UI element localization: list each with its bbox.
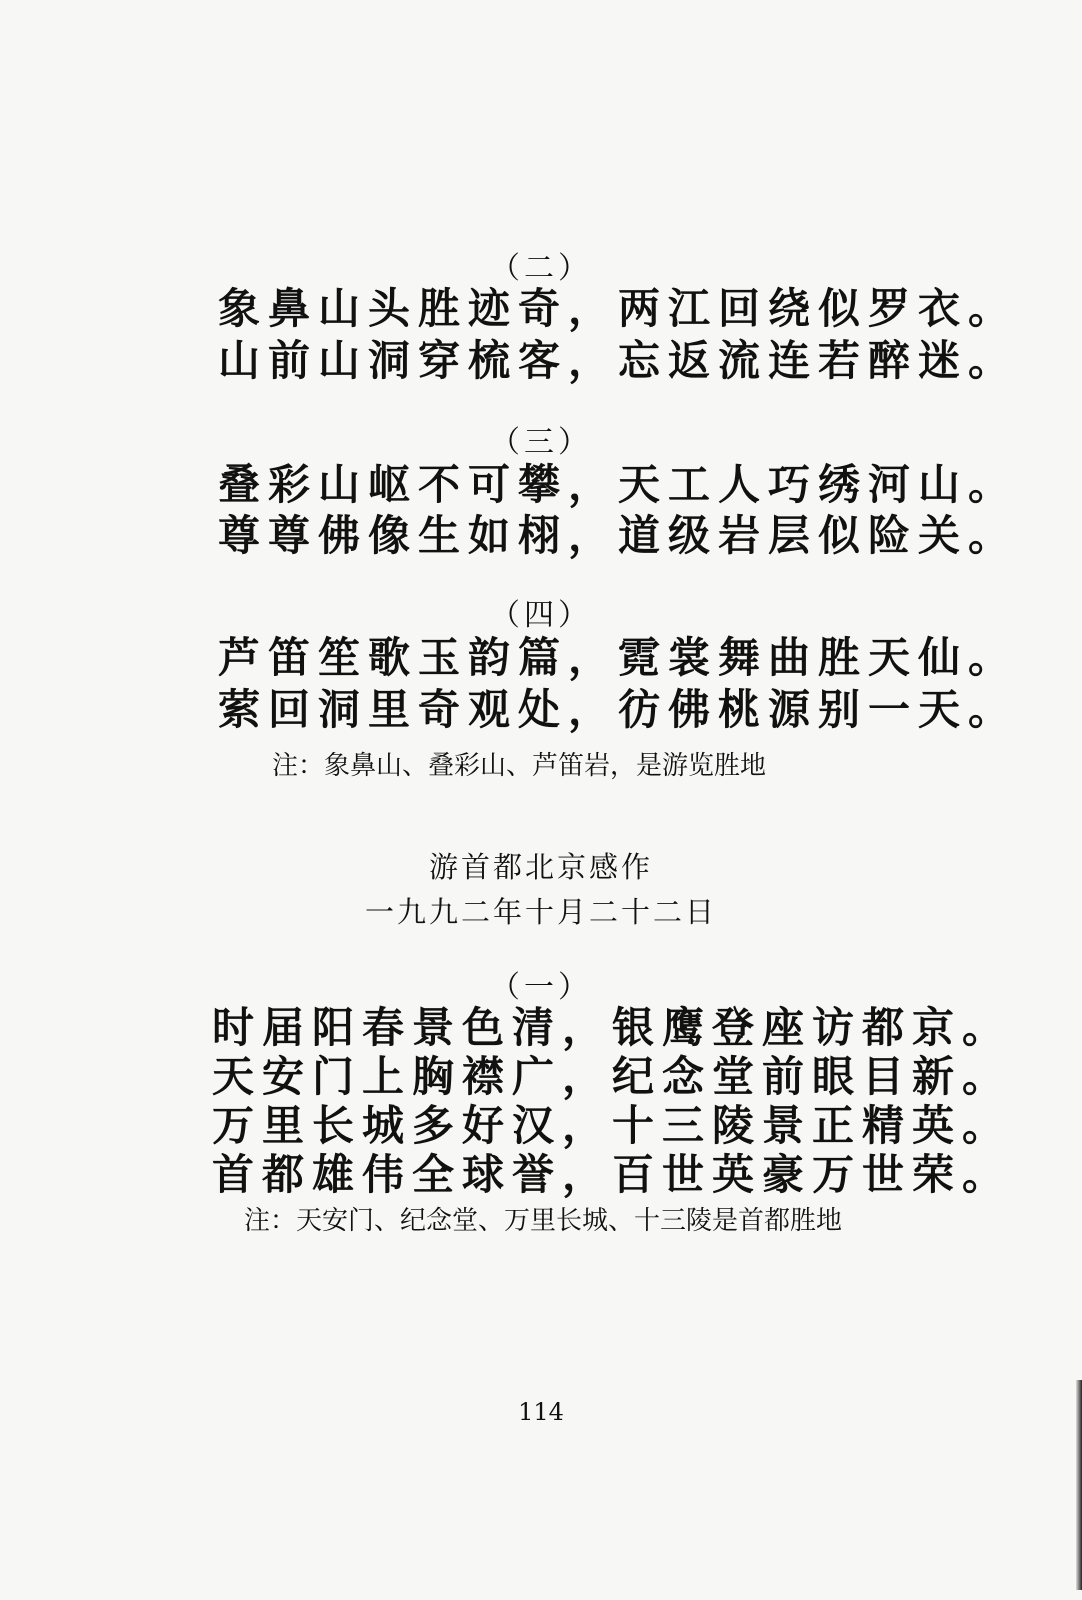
poem-line: 萦回洞里奇观处，彷佛桃源别一天。	[218, 685, 1019, 734]
page-edge-shadow	[1076, 1380, 1082, 1590]
section-number: （三）	[490, 425, 592, 460]
section-number: （二）	[490, 251, 592, 286]
poem-line: 首都雄伟全球誉，百世英豪万世荣。	[212, 1150, 1013, 1199]
footnote: 注：象鼻山、叠彩山、芦笛岩，是游览胜地	[272, 751, 767, 781]
poem-line: 天安门上胸襟广，纪念堂前眼目新。	[212, 1052, 1013, 1101]
poem-line: 尊尊佛像生如栩，道级岩层似险关。	[218, 511, 1019, 560]
poem-title: 游首都北京感作	[428, 850, 653, 884]
section-number: （一）	[490, 970, 592, 1005]
poem-line: 芦笛笙歌玉韵篇，霓裳舞曲胜天仙。	[218, 633, 1019, 682]
poem-line: 叠彩山岖不可攀，天工人巧绣河山。	[218, 460, 1019, 509]
poem-line: 万里长城多好汉，十三陵景正精英。	[212, 1101, 1013, 1150]
section-number: （四）	[490, 598, 592, 633]
footnote: 注：天安门、纪念堂、万里长城、十三陵是首都胜地	[244, 1206, 843, 1236]
poem-line: 象鼻山头胜迹奇，两江回绕似罗衣。	[218, 284, 1019, 333]
poem-line: 时届阳春景色清，银鹰登座访都京。	[212, 1003, 1013, 1052]
poem-line: 山前山洞穿梳客，忘返流连若醉迷。	[218, 336, 1019, 385]
poem-date: 一九九二年十月二十二日	[364, 895, 717, 929]
page-number: 114	[518, 1398, 564, 1426]
